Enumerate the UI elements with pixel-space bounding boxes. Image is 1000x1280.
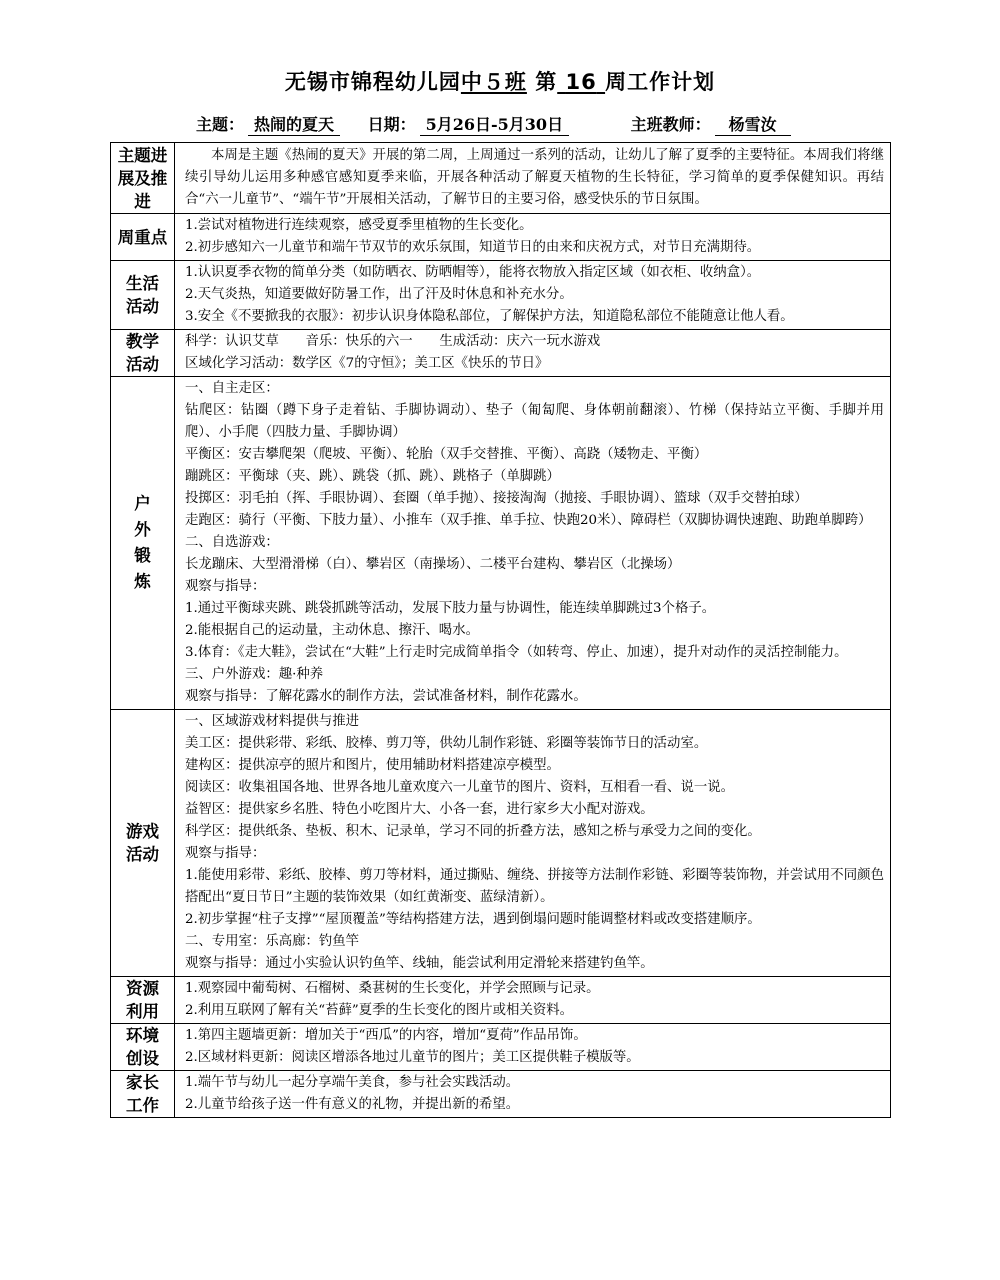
content-teaching [175,330,891,377]
games-line: 科学区：提供纸条、垫板、积木、记录单，学习不同的折叠方法，感知之桥与承受力之间的变化。 [185,824,761,839]
class-name: 中５班 [460,70,527,94]
parents-line: 1.端午节与幼儿一起分享端午美食，参与社会实践活动。 [185,1075,520,1090]
outdoor-line: 走跑区：骑行（平衡、下肢力量）、小推车（双手推、单手拉、快跑20米）、障碍栏（双脚协调快速跑、助跑单脚跨） [185,513,872,528]
content-parents [175,1071,891,1118]
outdoor-line: 长龙蹦床、大型滑滑梯（白）、攀岩区（南操场）、二楼平台建构、攀岩区（北操场） [185,557,681,572]
games-line: 二、专用室：乐高廊：钓鱼竿 [185,934,360,949]
environment-line: 1.第四主题墙更新：增加关于“西瓜”的内容，增加“夏荷”作品吊饰。 [185,1028,587,1043]
row-outdoor [111,377,891,710]
outdoor-line: 蹦跳区：平衡球（夹、跳）、跳袋（抓、跳）、跳格子（单脚跳） [185,469,560,484]
weekly-plan-table [110,142,891,1118]
content-environment [175,1024,891,1071]
label-parents: 家长 工作 [111,1071,175,1118]
row-environment [111,1024,891,1071]
games-line: 益智区：提供家乡名胜、特色小吃图片大、小各一套，进行家乡大小配对游戏。 [185,802,654,817]
parents-line: 2.儿童节给孩子送一件有意义的礼物，并提出新的希望。 [185,1097,520,1112]
school-name: 无锡市锦程幼儿园 [284,70,461,94]
games-line: 1.能使用彩带、彩纸、胶棒、剪刀等材料，通过撕贴、缠绕、拼接等方法制作彩链、彩圈等装饰物，并尝试用不同颜色搭配出“夏日节日”主题的装饰效果（如红黄渐变、蓝绿清新）。 [185,868,884,905]
theme-value: 热闹的夏天 [248,112,340,136]
label-outdoor: 户 外 锻 炼 [111,377,175,710]
plan-meta [196,112,791,136]
label-progress: 主题进 展及推 进 [111,143,175,214]
row-focus [111,214,891,261]
games-line: 阅读区：收集祖国各地、世界各地儿童欢度六一儿童节的图片、资料，互相看一看、说一说。 [185,780,735,795]
content-life [175,261,891,330]
outdoor-line: 二、自选游戏： [185,535,279,550]
row-teaching [111,330,891,377]
outdoor-line: 观察与指导： [185,579,266,594]
outdoor-line: 1.通过平衡球夹跳、跳袋抓跳等活动，发展下肢力量与协调性，能连续单脚跳过3个格子。 [185,601,716,616]
label-games: 游戏 活动 [111,710,175,977]
label-resources: 资源 利用 [111,977,175,1024]
outdoor-line: 观察与指导：了解花露水的制作方法，尝试准备材料，制作花露水。 [185,689,587,704]
life-line: 3.安全《不要掀我的衣服》：初步认识身体隐私部位，了解保护方法，知道隐私部位不能随意让他人看。 [185,309,794,324]
games-line: 观察与指导： [185,846,266,861]
environment-line: 2.区域材料更新：阅读区增添各地过儿童节的图片；美工区提供鞋子模版等。 [185,1050,640,1065]
content-outdoor [175,377,891,710]
week-prefix: 第 [535,70,558,94]
page-title [0,66,1000,96]
teaching-line: 区域化学习活动：数学区《7的守恒》；美工区《快乐的节日》 [185,356,549,371]
teacher-label: 主班教师： [630,115,711,134]
games-line: 一、区域游戏材料提供与推进 [185,714,360,729]
outdoor-line: 投掷区：羽毛拍（挥、手眼协调）、套圈（单手抛）、接接淘淘（抛接、手眼协调）、篮球（双手交替拍球） [185,491,808,506]
week-number: 16 [565,70,597,94]
games-line: 2.初步掌握“柱子支撑”“屋顶覆盖”等结构搭建方法，遇到倒塌问题时能调整材料或改变搭建顺序。 [185,912,761,927]
row-games [111,710,891,977]
games-line: 建构区：提供凉亭的照片和图片，使用辅助材料搭建凉亭模型。 [185,758,560,773]
date-label: 日期： [367,115,416,134]
row-progress [111,143,891,214]
resources-line: 2.利用互联网了解有关“苔藓”夏季的生长变化的图片或相关资料。 [185,1003,574,1018]
date-value: 5月26日-5月30日 [420,112,569,136]
teacher-value: 杨雪汝 [715,112,791,136]
games-line: 美工区：提供彩带、彩纸、胶棒、剪刀等，供幼儿制作彩链、彩圈等装饰节日的活动室。 [185,736,708,751]
focus-line: 1.尝试对植物进行连续观察，感受夏季里植物的生长变化。 [185,218,533,233]
outdoor-line: 一、自主走区： [185,381,279,396]
content-progress [175,143,891,214]
life-line: 2.天气炎热，知道要做好防暑工作，出了汗及时休息和补充水分。 [185,287,573,302]
content-resources [175,977,891,1024]
life-line: 1.认识夏季衣物的简单分类（如防晒衣、防晒帽等），能将衣物放入指定区域（如衣柜、收纳盒）。 [185,265,761,280]
outdoor-line: 三、户外游戏：趣·种养 [185,667,324,682]
outdoor-line: 钻爬区：钻圈（蹲下身子走着钻、手脚协调动）、垫子（匍匐爬、身体朝前翻滚）、竹梯（保持站立平衡、手脚并用爬）、小手爬（四肢力量、手脚协调） [185,403,884,440]
content-games [175,710,891,977]
theme-label: 主题： [196,115,245,134]
week-suffix: 周工作计划 [605,70,716,94]
row-life [111,261,891,330]
outdoor-line: 平衡区：安吉攀爬架（爬坡、平衡）、轮胎（双手交替推、平衡）、高跷（矮物走、平衡） [185,447,708,462]
label-life: 生活 活动 [111,261,175,330]
label-environment: 环境 创设 [111,1024,175,1071]
label-teaching: 教学 活动 [111,330,175,377]
progress-text: 本周是主题《热闹的夏天》开展的第二周，上周通过一系列的活动，让幼儿了解了夏季的主要特征。本周我们将继续引导幼儿运用多种感官感知夏季来临，开展各种活动了解夏天植物的生长特征，学习简单的夏季保健知识。再结合“六一儿童节”、“端午节”开展相关活动，了解节日的主要习俗，感受快乐的节日氛围。 [185,148,884,207]
row-resources [111,977,891,1024]
outdoor-line: 2.能根据自己的运动量，主动休息、擦汗、喝水。 [185,623,479,638]
focus-line: 2.初步感知六一儿童节和端午节双节的欢乐氛围，知道节日的由来和庆祝方式，对节日充满期待。 [185,240,761,255]
label-focus: 周重点 [111,214,175,261]
teaching-line: 科学：认识艾草 音乐：快乐的六一 生成活动：庆六一玩水游戏 [185,334,601,349]
resources-line: 1.观察园中葡萄树、石榴树、桑葚树的生长变化，并学会照顾与记录。 [185,981,600,996]
content-focus [175,214,891,261]
outdoor-line: 3.体育：《走大鞋》，尝试在“大鞋”上行走时完成简单指令（如转弯、停止、加速），提升对动作的灵活控制能力。 [185,645,848,660]
row-parents [111,1071,891,1118]
games-line: 观察与指导：通过小实验认识钓鱼竿、线轴，能尝试利用定滑轮来搭建钓鱼竿。 [185,956,654,971]
